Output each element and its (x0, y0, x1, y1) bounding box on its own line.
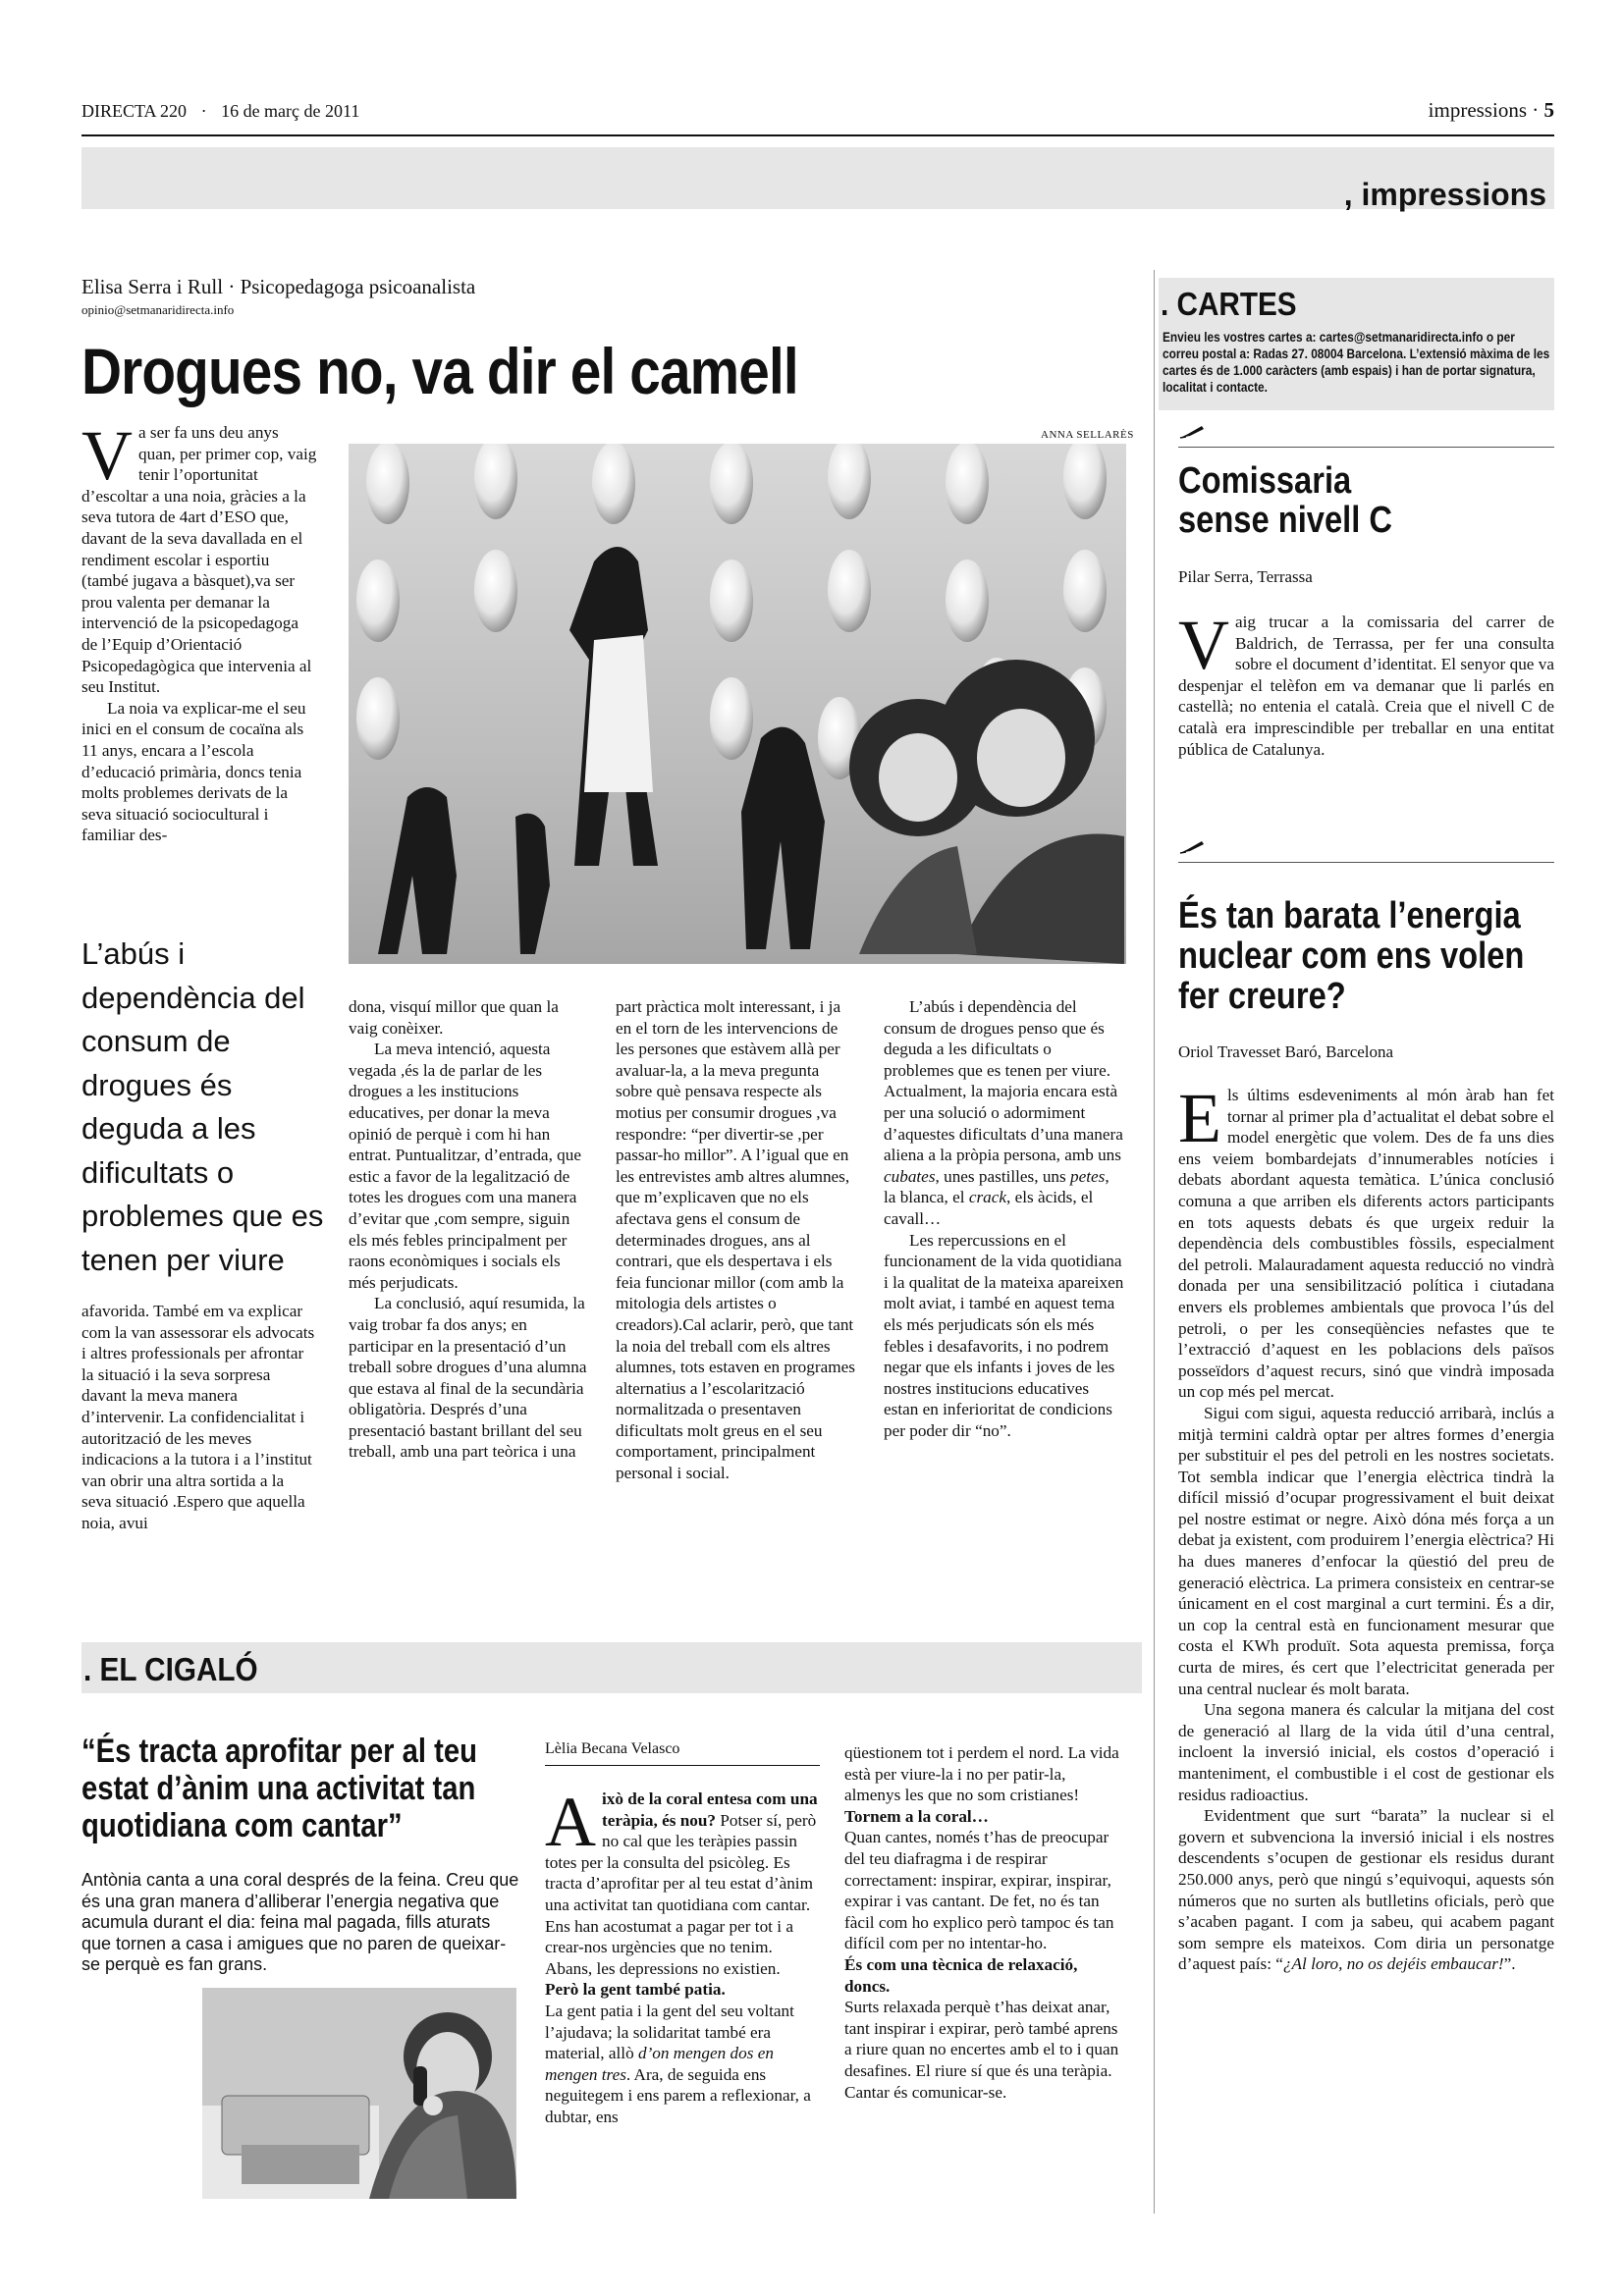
article-column-4 (884, 996, 1124, 1441)
cigalo-lead: Antònia canta a una coral després de la feina. Creu que és una gran manera d’alliberar l’energia negativa que acumula durant el dia: feina mal pagada, fills aturats que tornen a casa i amigues que no paren de queixar-se perquè es fan grans. (81, 1870, 519, 1974)
article-col1-text: a ser fa uns deu anys quan, per primer cop, vaig tenir l’oportunitat d’escoltar a una noia, gràcies a la seva tutora de 4art d’ESO que, davant de la seva davallada en el rendiment escolar i esportiu (també jugava a bàsquet),va ser prou valenta per demanar la intervenció de la psicopedagoga de l’Equip d’Orientació Psicopedagògica que intervenia al seu Institut. (81, 423, 317, 697)
quill-pen-icon-2 (1178, 839, 1206, 859)
concert-collage-photo (349, 444, 1126, 964)
author-role: Psicopedagoga psicoanalista (240, 275, 476, 298)
answer-2-text: La gent patia i la gent del seu voltant l’ajudava; la solidaritat també era material, allò (545, 2001, 794, 2063)
answer-2-italic: d’on mengen dos en mengen tres (545, 2044, 774, 2084)
section-banner-title: , impressions (1343, 177, 1546, 212)
article-col4-p2: Les repercussions en el funcionament de la vida quotidiana i la qualitat de la mateixa apareixen molt aviat, i també en aquest tema els més perjudicats són els més febles i desafavorits, i no podrem negar que els infants i joves de les nostres institucions educatives estan en inferioritat de condicions per poder dir “no”. (884, 1230, 1124, 1440)
question-1: ixò de la coral entesa com una teràpia, és nou? (602, 1789, 818, 1830)
answer-3: Quan cantes, només t’has de preocupar del teu diafragma i de respirar correctament: inspirar, expirar, inspirar, expirar i vas cantant. De fet, no és tan fàcil com ho explico però tampoc és tan difícil com per no intentar-ho. (844, 1828, 1114, 1953)
header-separator: · (200, 101, 207, 121)
question-2: Però la gent també patia. (545, 1980, 726, 2000)
answer-2-continued: qüestionem tot i perdem el nord. La vida està per viure-la i no per patir-la, almenys les que no som cristianes! (844, 1743, 1119, 1805)
cigalo-heading: . EL CIGALÓ (83, 1651, 258, 1687)
author-email: opinio@setmanaridirecta.info (81, 302, 235, 317)
col4-text-a: L’abús i dependència del consum de drogues penso que és deguda a les dificultats o problemes que es tenen per viure. Actualment, la majoria encara està per una solució o adormiment d’aquestes dificultats d’una manera aliena a la pròpia persona, amb uns (884, 997, 1123, 1165)
article-column-3 (616, 996, 856, 1484)
letter2-dropcap: E (1178, 1079, 1221, 1157)
byline-separator: · (228, 275, 236, 298)
letter2-p4-end: ”. (1503, 1954, 1516, 1974)
letter1-dropcap: V (1178, 606, 1229, 684)
article-title: Drogues no, va dir el camell (81, 335, 798, 407)
header-rule (81, 134, 1554, 136)
page-header-left (81, 101, 359, 122)
pull-quote: L’abús i dependència del consum de drogues és deguda a les dificultats o problemes que es tenen per viure (81, 936, 324, 1277)
cartes-box (1159, 278, 1554, 410)
section-banner (81, 147, 1554, 212)
cigalo-title: “És tracta aprofitar per al teu estat d’ànim una activitat tan quotidiana com cantar” (81, 1733, 478, 1844)
cigalo-column-1 (545, 1783, 822, 2128)
letter2-p4-text: Evidentment que surt “barata” la nuclear si el govern et subvenciona la inversió inicial i els nostres descendents s’ocupen de gestionar els residus durant 250.000 anys, però que ningú s’equivoqui, aquests són números que no surten als butlletins oficials, però que s’acaben pagant. I com ja sabeu, qui acabem pagant som sempre els mateixos. Com diria un personatge d’aquest país: “ (1178, 1806, 1554, 1974)
article-column-2 (349, 996, 589, 1463)
photo-credit: ANNA SELLARÈS (1041, 429, 1134, 441)
section-name: impressions (1428, 98, 1527, 122)
cartes-info: Envieu les vostres cartes a: cartes@setmanaridirecta.info o per correu postal a: Radas 27. 08004 Barcelona. L’extensió màxima de les cartes és de 1.000 caràcters (amb espais) i han de portar signatura, localitat i contacte. (1163, 330, 1550, 395)
article-dropcap: V (81, 416, 133, 495)
letter2-title: És tan barata l’energia nuclear com ens volen fer creure? (1178, 895, 1525, 1017)
sidebar-divider (1154, 270, 1155, 2214)
cartes-heading: . CARTES (1161, 286, 1297, 322)
photo-illustration (349, 444, 1126, 964)
article-col2-p3: La conclusió, aquí resumida, la vaig trobar fa dos anys; en participar en la presentació d’un treball sobre drogues d’una alumna que estava al final de la secundària obligatòria. Després d’una presentació bastant brillant del seu treball, amb una part teòrica i una (349, 1294, 587, 1462)
cigalo-dropcap: A (545, 1783, 596, 1861)
col4-text-d: , els àcids, el cavall… (884, 1188, 1094, 1228)
answer-4: Surts relaxada perquè t’has deixat anar, tant inspirar i expirar, però també aprens a riure quan no encertes amb el to i quan desafines. El riure sí que és una teràpia. Cantar és comunicar-se. (844, 1998, 1119, 2102)
col4-text-b: , unes pastilles, uns (935, 1166, 1071, 1186)
article-byline (81, 275, 475, 299)
letter2-p2: Sigui com sigui, aquesta reducció arribarà, inclús a mitjà termini caldrà optar per altres formes d’energia per substituir el pes del petroli en les nostres societats. Tot sembla indicar que l’energia elèctrica tindrà la difícil missió d’ocupar progressivament el buit deixat pel nostre estimat or negre. Això dóna més força a un debat ja existent, com produirem l’energia elèctrica? Hi ha dues maneres d’enfocar la qüestió del preu de generació elèctrica. La primera consisteix en centrar-se únicament en el cost marginal a curt termini. És a dir, un cop la central està en funcionament mesurar que costa el KWh produït. Sota aquesta premissa, força curta de mires, és cert que l’electricitat generada per una central nuclear és molt barata. (1178, 1403, 1554, 1698)
page-header-right (1429, 98, 1554, 123)
issue-date: 16 de març de 2011 (221, 101, 360, 121)
letter2-p4 (1178, 1805, 1554, 1975)
article-col1-p2: La noia va explicar-me el seu inici en el consum de cocaïna als 11 anys, encara a l’escola d’educació primària, doncs tenia molts problemes derivats de la seva situació sociocultural i familiar des- (81, 698, 306, 845)
col4-italic-2: petes (1070, 1166, 1106, 1186)
cigalo-column-2 (844, 1742, 1124, 2103)
answer-1: Potser sí, però no cal que les teràpies passin totes per la consulta del psicòleg. Es tracta d’aprofitar per al teu estat d’ànim una activitat tan quotidiana com cantar. Ens han acostumat a pagar per tot i a crear-nos urgències que no tenim. Abans, les depressions no existien. (545, 1810, 817, 1978)
letter2-p4-italic: ¿Al loro, no os dejéis embaucar! (1282, 1954, 1504, 1974)
article-col2-p1: dona, visquí millor que quan la vaig conèixer. (349, 997, 559, 1038)
portrait-illustration (202, 1988, 516, 2199)
letter2-p1: ls últims esdeveniments al món àrab han fet tornar al primer pla d’actualitat el debat sobre el model energètic que volem. Des de fa uns dies ens veiem bombardejats d’innumerables notícies i debats abordant aquesta temàtica. L’única conclusió comuna a que arriben els diferents actors participants en tots aquests debats és que urgeix reduir la dependència dels combustibles fòssils, especialment del petroli. Malauradament aquesta reducció no vindrà donada per una sensibilització política i ciutadana envers els problemes ambientals que provoca l’ús del petroli, o per les conseqüències nefastes que te l’extracció d’aquest en les poblacions dels països posseïdors d’aquest recurs, sinó que vindrà imposada un cop més pel mercat. (1178, 1086, 1554, 1402)
quill-pen-icon (1178, 424, 1206, 444)
answer-2-end: . Ara, de seguida ens neguitegem i ens parem a reflexionar, a dubtar, ens (545, 2064, 811, 2126)
question-3: Tornem a la coral… (844, 1806, 989, 1826)
letter1-title: Comissaria sense nivell C (1178, 460, 1392, 541)
issue-number: DIRECTA 220 (81, 101, 188, 121)
article-col4-p1 (884, 996, 1124, 1230)
letter2-rule (1178, 862, 1554, 863)
col4-italic-1: cubates (884, 1166, 936, 1186)
letter1-author: Pilar Serra, Terrassa (1178, 567, 1313, 586)
article-column-1-top (81, 416, 317, 846)
cigalo-byline: Lèlia Becana Velasco (545, 1740, 680, 1757)
cigalo-banner (81, 1642, 1142, 1693)
letter2-body (1178, 1079, 1554, 1975)
header-separator-2: · (1532, 98, 1540, 122)
letter1-rule (1178, 447, 1554, 448)
letter2-p3: Una segona manera és calcular la mitjana del cost de generació al llarg de la vida útil d’una central, incloent la inversió inicial, els costos d’operació i manteniment, el combustible i el cost de gestionar els residus radioactius. (1178, 1700, 1554, 1804)
woman-on-phone-photo (202, 1988, 516, 2199)
article-col1-bottom-text: afavorida. També em va explicar com la van assessorar els advocats i altres professionals per afrontar la situació i la seva sorpresa davant la meva manera d’intervenir. La confidencialitat i autorització de les meves indicacions a la tutora i a l’institut van obrir una altra sortida a la seva situació .Espero que aquella noia, avui (81, 1302, 315, 1532)
byline-rule (545, 1765, 820, 1766)
letter2-author: Oriol Travesset Baró, Barcelona (1178, 1042, 1394, 1061)
col4-text-c: , la blanca, el (884, 1166, 1109, 1207)
letter1-body (1178, 606, 1554, 760)
author-name: Elisa Serra i Rull (81, 275, 224, 298)
article-col2-p2: La meva intenció, aquesta vegada ,és la de parlar de les drogues a les institucions educatives, per donar la meva opinió de perquè i com hi han entrat. Puntualitzar, d’entrada, que estic a favor de la legalització de totes les drogues com una manera d’evitar que ,com sempre, siguin els més febles principalment per raons econòmiques i socials els més perjudicats. (349, 1040, 581, 1292)
article-col3-p1: part pràctica molt interessant, i ja en el torn de les intervencions de les persones que estàvem allà per avaluar-la, a la meva pregunta sobre què pensava respecte als motius per consumir drogues ,va respondre: “per divertir-se ,per passar-ho millor”. A l’igual que en les entrevistes amb altres alumnes, que m’explicaven que no els afectava gens el consum de determinades drogues, ans al contrari, que els despertava i els feia funcionar millor (com amb la mitologia dels artistes o creadors).Cal aclarir, però, que tant la noia del treball com els altres alumnes, tots estaven en programes alternatius a l’escolarització normalitzada o presentaven dificultats molt greus en el seu comportament, principalment personal i social. (616, 997, 855, 1483)
col4-italic-3: crack (968, 1188, 1007, 1207)
question-4: És com una tècnica de relaxació, doncs. (844, 1954, 1078, 1996)
letter1-text: aig trucar a la comissaria del carrer de Baldrich, de Terrassa, per fer una consulta sobre el document d’identitat. El senyor que va despenjar el telèfon em va demanar que li parlés en castellà; no entenia el català. Creia que el nivell C de català era imprescindible per treballar en una entitat pública de Catalunya. (1178, 613, 1554, 759)
page-number: 5 (1543, 98, 1554, 122)
article-column-1-bottom (81, 1301, 317, 1534)
